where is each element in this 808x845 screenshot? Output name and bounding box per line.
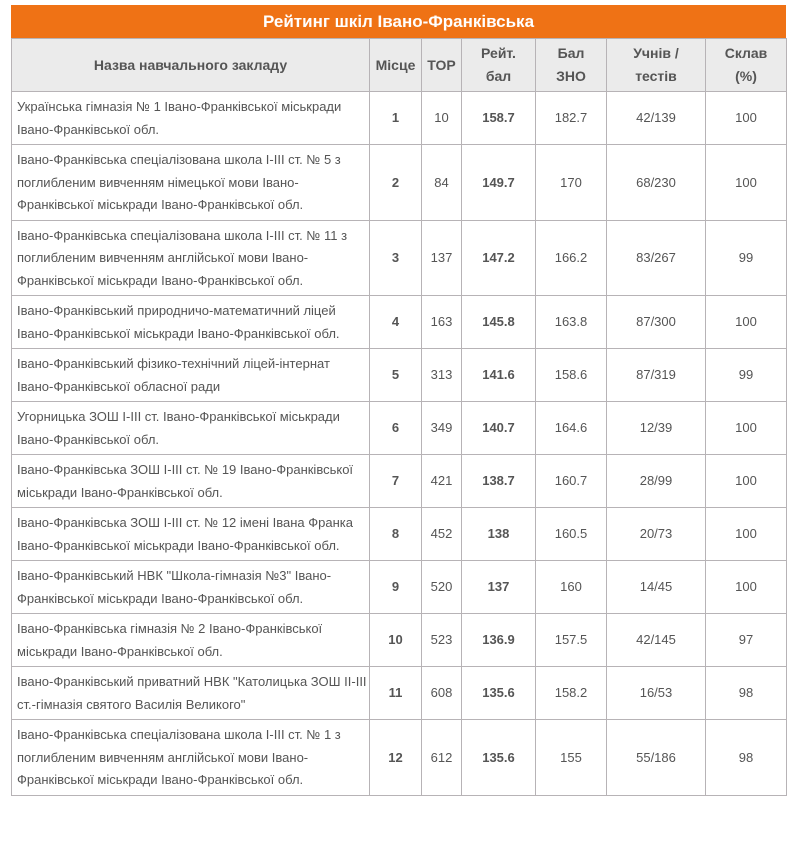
zno-cell: 155 xyxy=(536,720,607,796)
table-row xyxy=(12,614,787,667)
top-cell: 612 xyxy=(422,720,462,796)
students-cell: 83/267 xyxy=(607,220,706,296)
zno-cell: 158.2 xyxy=(536,667,607,720)
pass-cell: 100 xyxy=(706,561,787,614)
zno-cell: 164.6 xyxy=(536,402,607,455)
rating-table-container xyxy=(11,5,786,796)
rating-cell: 158.7 xyxy=(462,92,536,145)
school-name: Угорницька ЗОШ І-ІІІ ст. Івано-Франківської міськради Івано-Франківської обл. xyxy=(12,402,370,455)
students-cell: 28/99 xyxy=(607,455,706,508)
top-cell: 421 xyxy=(422,455,462,508)
school-name: Івано-Франківська ЗОШ І-ІІІ ст. № 19 Івано-Франківської міськради Івано-Франківської обл. xyxy=(12,455,370,508)
top-cell: 349 xyxy=(422,402,462,455)
school-name: Українська гімназія № 1 Івано-Франківської міськради Івано-Франківської обл. xyxy=(12,92,370,145)
place-cell: 4 xyxy=(370,296,422,349)
top-cell: 520 xyxy=(422,561,462,614)
school-name: Івано-Франківська гімназія № 2 Івано-Франківської міськради Івано-Франківської обл. xyxy=(12,614,370,667)
rating-cell: 140.7 xyxy=(462,402,536,455)
header-students-line2: тестів xyxy=(635,68,677,84)
zno-cell: 166.2 xyxy=(536,220,607,296)
pass-cell: 100 xyxy=(706,508,787,561)
rating-cell: 149.7 xyxy=(462,145,536,221)
pass-cell: 100 xyxy=(706,296,787,349)
students-cell: 68/230 xyxy=(607,145,706,221)
place-cell: 7 xyxy=(370,455,422,508)
school-rating-table xyxy=(11,38,787,796)
place-cell: 3 xyxy=(370,220,422,296)
students-cell: 42/145 xyxy=(607,614,706,667)
header-pass xyxy=(706,39,787,92)
header-zno-line1: Бал xyxy=(557,45,585,61)
students-cell: 20/73 xyxy=(607,508,706,561)
zno-cell: 158.6 xyxy=(536,349,607,402)
place-cell: 1 xyxy=(370,92,422,145)
pass-cell: 100 xyxy=(706,92,787,145)
rating-cell: 138 xyxy=(462,508,536,561)
rating-cell: 138.7 xyxy=(462,455,536,508)
table-row xyxy=(12,561,787,614)
pass-cell: 98 xyxy=(706,720,787,796)
header-rating-line2: бал xyxy=(485,68,512,84)
rating-cell: 135.6 xyxy=(462,720,536,796)
rating-cell: 137 xyxy=(462,561,536,614)
pass-cell: 99 xyxy=(706,220,787,296)
place-cell: 9 xyxy=(370,561,422,614)
place-cell: 11 xyxy=(370,667,422,720)
place-cell: 12 xyxy=(370,720,422,796)
school-name: Івано-Франківський природничо-математичний ліцей Івано-Франківської міськради Івано-Франківської обл. xyxy=(12,296,370,349)
place-cell: 5 xyxy=(370,349,422,402)
top-cell: 10 xyxy=(422,92,462,145)
pass-cell: 97 xyxy=(706,614,787,667)
top-cell: 608 xyxy=(422,667,462,720)
zno-cell: 157.5 xyxy=(536,614,607,667)
header-pass-line1: Склав xyxy=(724,45,768,61)
header-zno xyxy=(536,39,607,92)
students-cell: 55/186 xyxy=(607,720,706,796)
students-cell: 87/300 xyxy=(607,296,706,349)
table-row xyxy=(12,508,787,561)
pass-cell: 99 xyxy=(706,349,787,402)
zno-cell: 160 xyxy=(536,561,607,614)
pass-cell: 100 xyxy=(706,455,787,508)
place-cell: 2 xyxy=(370,145,422,221)
students-cell: 42/139 xyxy=(607,92,706,145)
school-name: Івано-Франківська ЗОШ І-ІІІ ст. № 12 імені Івана Франка Івано-Франківської міськради Івано-Франківської обл. xyxy=(12,508,370,561)
table-row xyxy=(12,92,787,145)
table-row xyxy=(12,145,787,221)
table-row xyxy=(12,455,787,508)
header-students-line1: Учнів / xyxy=(633,45,679,61)
school-name: Івано-Франківська спеціалізована школа І-ІІІ ст. № 5 з поглибленим вивченням німецької мови Івано-Франківської міськради Івано-Франківської обл. xyxy=(12,145,370,221)
header-name: Назва навчального закладу xyxy=(12,39,370,92)
students-cell: 12/39 xyxy=(607,402,706,455)
students-cell: 16/53 xyxy=(607,667,706,720)
table-row xyxy=(12,720,787,796)
table-title: Рейтинг шкіл Івано-Франківська xyxy=(11,5,786,38)
header-top: TOP xyxy=(422,39,462,92)
header-place: Місце xyxy=(370,39,422,92)
school-name: Івано-Франківська спеціалізована школа І-ІІІ ст. № 11 з поглибленим вивченням англійської мови Івано-Франківської міськради Івано-Франківської обл. xyxy=(12,220,370,296)
top-cell: 163 xyxy=(422,296,462,349)
top-cell: 84 xyxy=(422,145,462,221)
place-cell: 10 xyxy=(370,614,422,667)
header-zno-line2: ЗНО xyxy=(556,68,586,84)
zno-cell: 182.7 xyxy=(536,92,607,145)
rating-cell: 135.6 xyxy=(462,667,536,720)
table-row xyxy=(12,220,787,296)
school-name: Івано-Франківський НВК "Школа-гімназія №3" Івано-Франківської міськради Івано-Франківської обл. xyxy=(12,561,370,614)
pass-cell: 98 xyxy=(706,667,787,720)
place-cell: 6 xyxy=(370,402,422,455)
header-rating xyxy=(462,39,536,92)
rating-cell: 145.8 xyxy=(462,296,536,349)
zno-cell: 163.8 xyxy=(536,296,607,349)
table-row xyxy=(12,667,787,720)
top-cell: 452 xyxy=(422,508,462,561)
top-cell: 523 xyxy=(422,614,462,667)
students-cell: 87/319 xyxy=(607,349,706,402)
header-students xyxy=(607,39,706,92)
header-pass-line2: (%) xyxy=(735,68,757,84)
rating-cell: 136.9 xyxy=(462,614,536,667)
pass-cell: 100 xyxy=(706,145,787,221)
pass-cell: 100 xyxy=(706,402,787,455)
header-rating-line1: Рейт. xyxy=(481,45,516,61)
top-cell: 137 xyxy=(422,220,462,296)
header-row xyxy=(12,39,787,92)
school-name: Івано-Франківський приватний НВК "Католицька ЗОШ ІІ-ІІІ ст.-гімназія святого Василія Великого" xyxy=(12,667,370,720)
students-cell: 14/45 xyxy=(607,561,706,614)
school-name: Івано-Франківський фізико-технічний ліцей-інтернат Івано-Франківської обласної ради xyxy=(12,349,370,402)
top-cell: 313 xyxy=(422,349,462,402)
zno-cell: 160.5 xyxy=(536,508,607,561)
table-row xyxy=(12,402,787,455)
zno-cell: 160.7 xyxy=(536,455,607,508)
table-row xyxy=(12,296,787,349)
zno-cell: 170 xyxy=(536,145,607,221)
rating-cell: 147.2 xyxy=(462,220,536,296)
place-cell: 8 xyxy=(370,508,422,561)
school-name: Івано-Франківська спеціалізована школа І-ІІІ ст. № 1 з поглибленим вивченням англійської мови Івано-Франківської міськради Івано-Франківської обл. xyxy=(12,720,370,796)
rating-cell: 141.6 xyxy=(462,349,536,402)
table-row xyxy=(12,349,787,402)
